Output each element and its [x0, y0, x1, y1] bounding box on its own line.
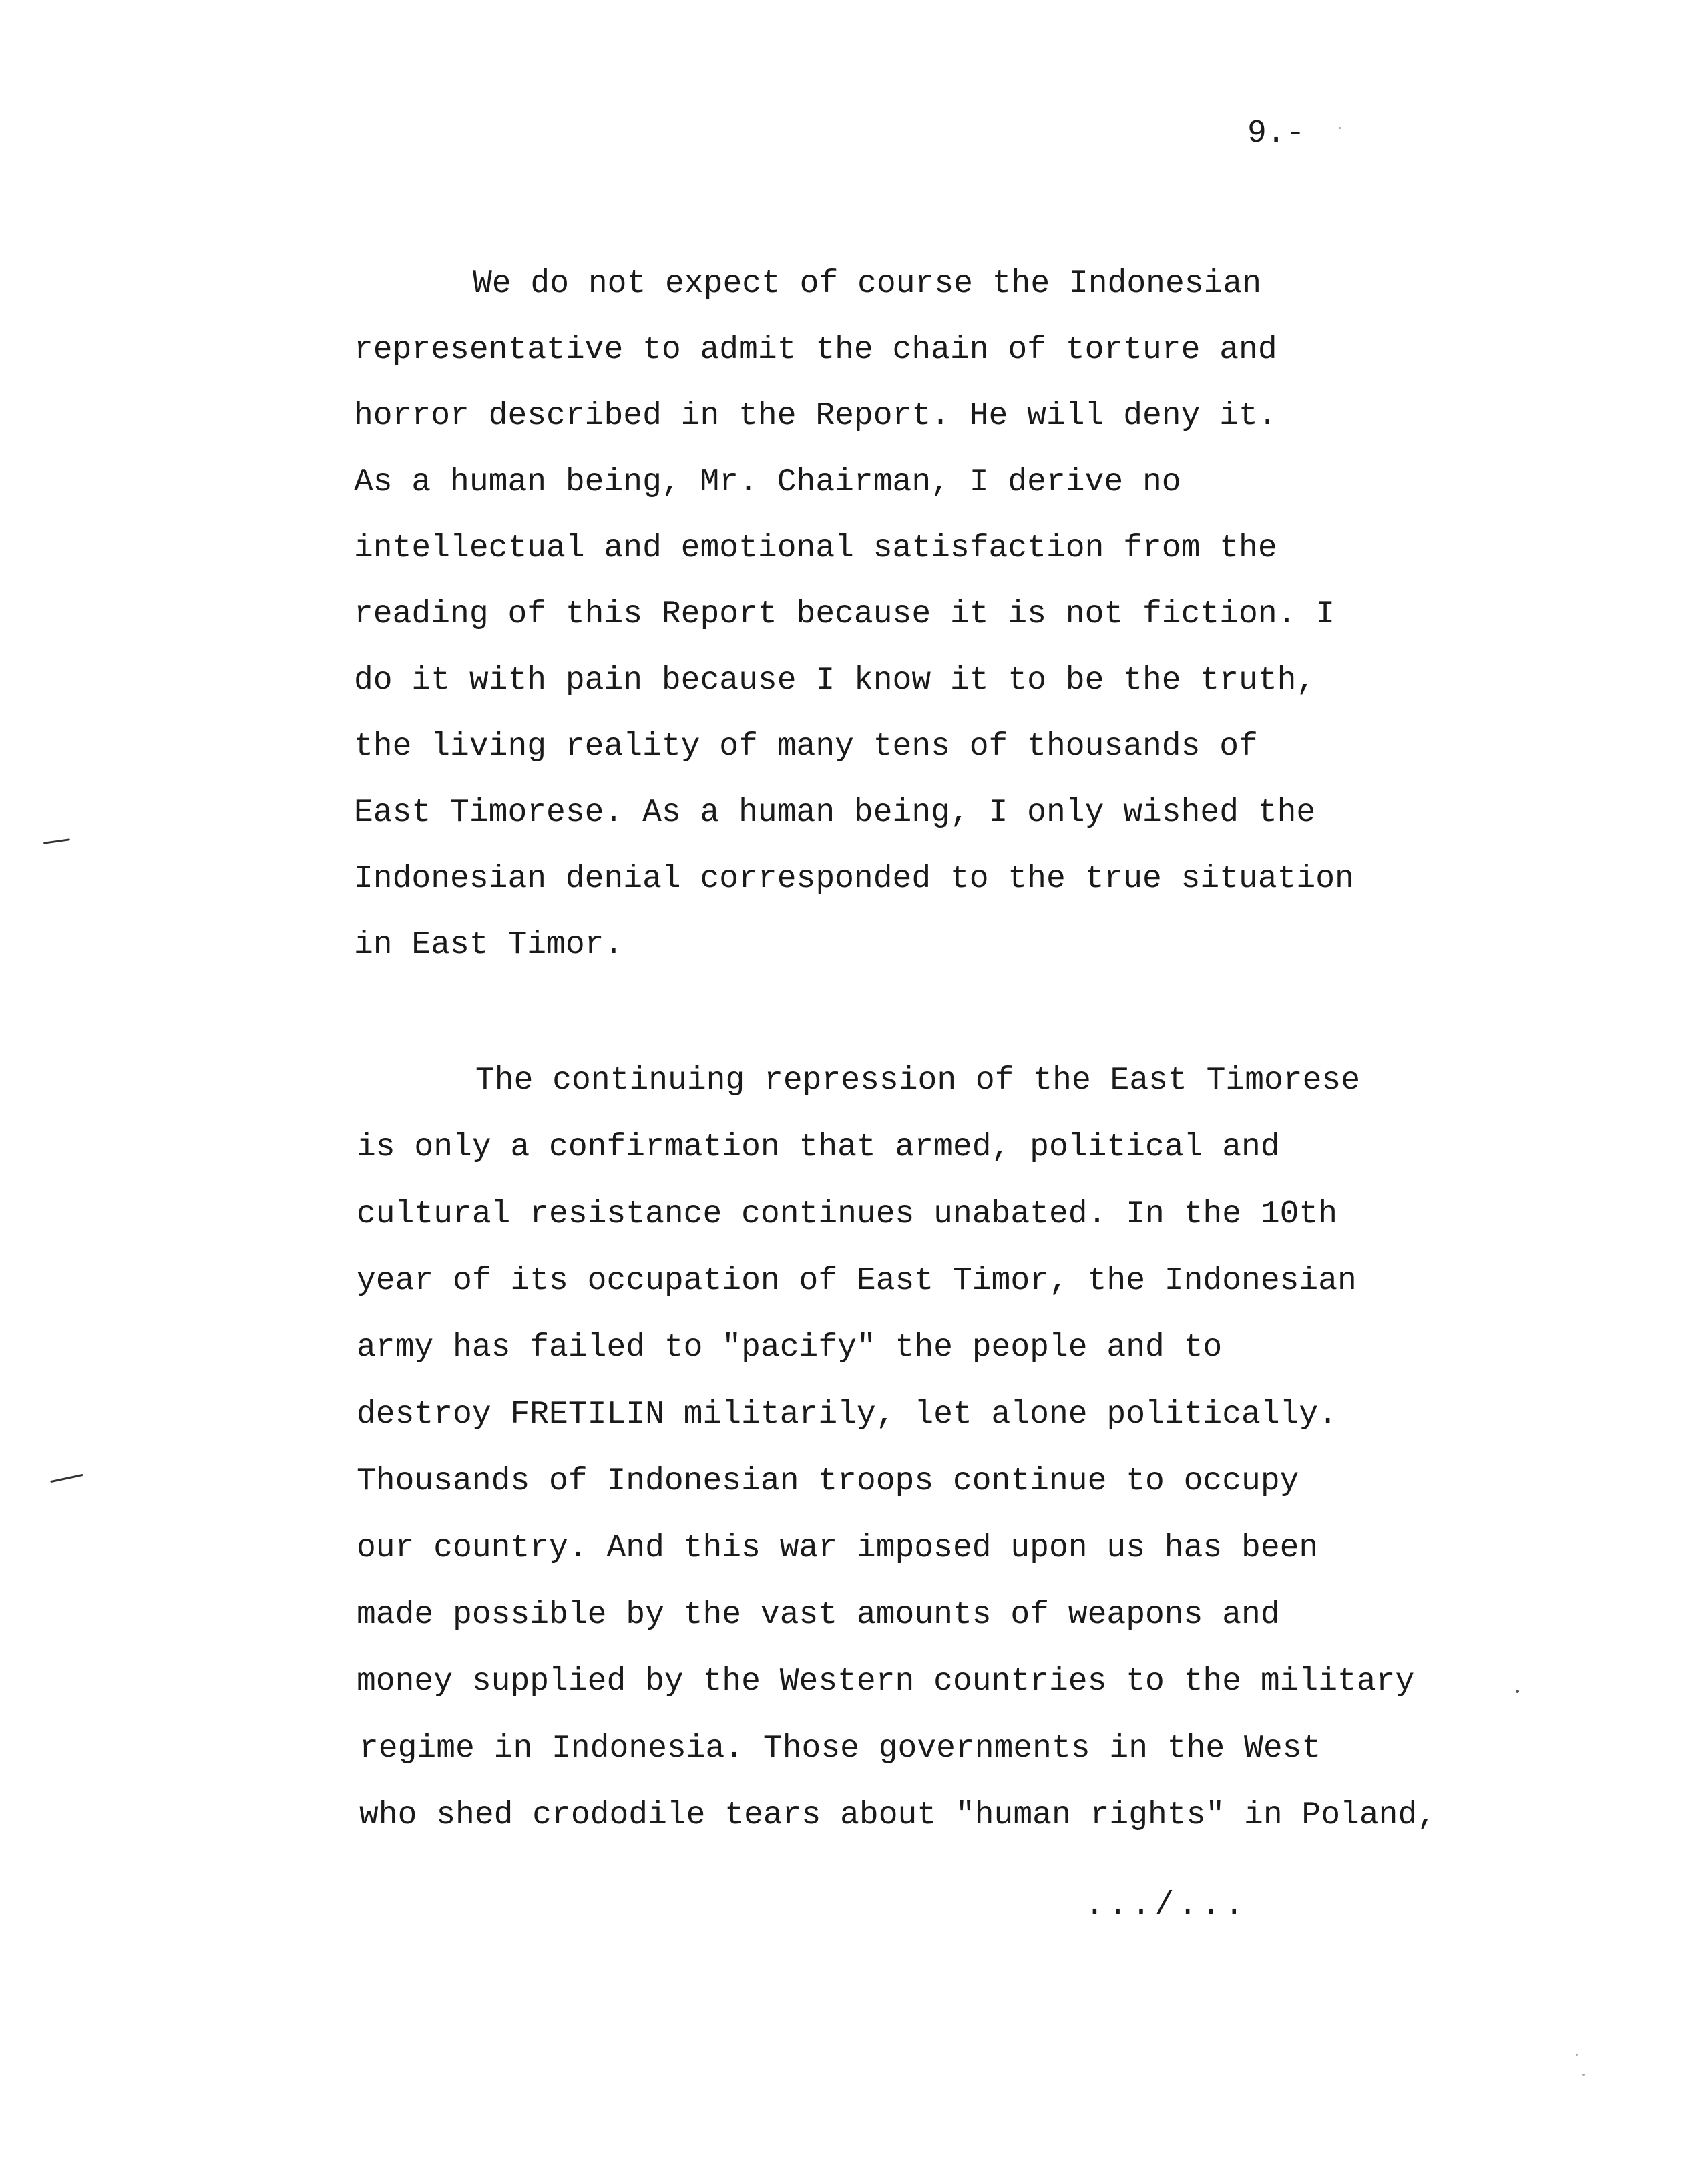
paragraph-1-line-4: As a human being, Mr. Chairman, I derive no	[354, 464, 1181, 500]
paragraph-2-line-11: regime in Indonesia. Those governments in the West	[359, 1731, 1321, 1767]
paragraph-2-line-7: Thousands of Indonesian troops continue to occupy	[357, 1463, 1299, 1499]
margin-mark	[43, 838, 70, 844]
paragraph-1-line-6: reading of this Report because it is not fiction. I	[354, 596, 1335, 632]
scan-speck	[1576, 2054, 1578, 2056]
paragraph-2-line-12: who shed crododile tears about "human rights" in Poland,	[359, 1797, 1437, 1833]
paragraph-2-line-10: money supplied by the Western countries to the military	[357, 1664, 1415, 1700]
paragraph-1-line-7: do it with pain because I know it to be the truth,	[354, 663, 1316, 699]
paragraph-1-line-2: representative to admit the chain of torture and	[354, 332, 1277, 368]
scan-speck	[1582, 2074, 1585, 2076]
paragraph-2-line-4: year of its occupation of East Timor, the Indonesian	[357, 1263, 1357, 1299]
paragraph-2-line-5: army has failed to "pacify" the people and to	[357, 1330, 1223, 1366]
page-number: 9.-	[1247, 116, 1305, 152]
paragraph-1-line-10: Indonesian denial corresponded to the true situation	[354, 861, 1354, 897]
paragraph-2-line-1: The continuing repression of the East Timorese	[475, 1063, 1361, 1099]
paragraph-1-line-3: horror described in the Report. He will deny it.	[354, 398, 1277, 434]
paragraph-1-line-11: in East Timor.	[354, 927, 624, 963]
scan-speck	[1516, 1690, 1519, 1693]
margin-mark	[50, 1474, 83, 1483]
paragraph-1-line-9: East Timorese. As a human being, I only wished the	[354, 795, 1316, 831]
paragraph-1-line-8: the living reality of many tens of thousands of	[354, 729, 1258, 765]
scan-speck	[1339, 127, 1341, 129]
paragraph-2-line-9: made possible by the vast amounts of weapons and	[357, 1597, 1280, 1633]
paragraph-1-line-1: We do not expect of course the Indonesian	[473, 266, 1261, 302]
paragraph-2-line-2: is only a confirmation that armed, political and	[357, 1129, 1280, 1165]
paragraph-2-line-3: cultural resistance continues unabated. In the 10th	[357, 1196, 1338, 1232]
continuation-marker: .../...	[1085, 1887, 1248, 1924]
paragraph-1-line-5: intellectual and emotional satisfaction from the	[354, 530, 1277, 566]
paragraph-2-line-6: destroy FRETILIN militarily, let alone politically.	[357, 1397, 1338, 1433]
paragraph-2-line-8: our country. And this war imposed upon us has been	[357, 1530, 1319, 1566]
